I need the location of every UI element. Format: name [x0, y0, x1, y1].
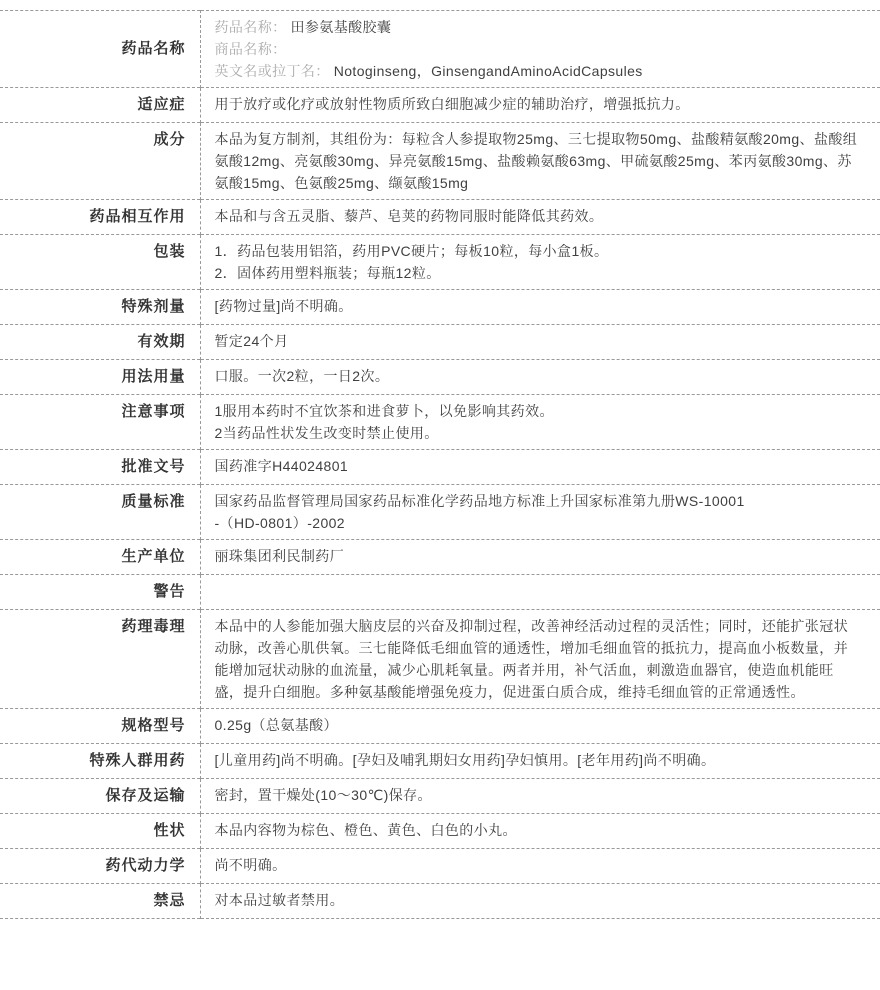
- field-name: 英文名或拉丁名：: [214, 63, 330, 79]
- row-content: 用于放疗或化疗或放射性物质所致白细胞减少症的辅助治疗，增强抵抗力。: [214, 96, 690, 112]
- row-label: 适应症: [0, 88, 200, 123]
- row-content: 本品内容物为棕色、橙色、黄色、白色的小丸。: [214, 822, 517, 838]
- row-label: 保存及运输: [0, 779, 200, 814]
- row-content: 口服。一次2粒，一日2次。: [214, 368, 390, 384]
- drug-info-table: [0, 10, 880, 919]
- field-line: [215, 38, 859, 60]
- row-label: 药理毒理: [0, 610, 200, 709]
- row-content: 本品和与含五灵脂、藜芦、皂荚的药物同服时能降低其药效。: [214, 208, 604, 224]
- table-row: [0, 395, 880, 450]
- row-content: 丽珠集团利民制药厂: [214, 548, 345, 564]
- row-label: 药代动力学: [0, 849, 200, 884]
- table-row: [0, 485, 880, 540]
- table-row: [0, 744, 880, 779]
- field-line: [215, 60, 859, 82]
- table-row: [0, 325, 880, 360]
- text-line: 2．固体药用塑料瓶装；每瓶12粒。: [214, 265, 441, 281]
- table-row: [0, 849, 880, 884]
- row-label: 包装: [0, 235, 200, 290]
- text-line: 1服用本药时不宜饮茶和进食萝卜，以免影响其药效。: [214, 403, 554, 419]
- field-line: [215, 16, 859, 38]
- row-label: 用法用量: [0, 360, 200, 395]
- table-row: [0, 450, 880, 485]
- table-row: [0, 709, 880, 744]
- table-row: [0, 779, 880, 814]
- table-row: [0, 235, 880, 290]
- row-content: [儿童用药]尚不明确。[孕妇及哺乳期妇女用药]孕妇慎用。[老年用药]尚不明确。: [214, 752, 716, 768]
- row-label: 注意事项: [0, 395, 200, 450]
- table-row: [0, 200, 880, 235]
- row-content: 国药准字H44024801: [214, 458, 349, 474]
- field-value: [287, 41, 291, 57]
- text-line: 2当药品性状发生改变时禁止使用。: [214, 425, 439, 441]
- row-label: 特殊剂量: [0, 290, 200, 325]
- row-content: [200, 485, 880, 540]
- text-line: 国家药品监督管理局国家药品标准化学药品地方标准上升国家标准第九册WS-10001: [214, 493, 745, 509]
- row-label: 成分: [0, 123, 200, 200]
- table-row: [0, 814, 880, 849]
- row-content: [200, 11, 880, 88]
- row-content: [200, 235, 880, 290]
- row-content: 密封，置干燥处(10～30℃)保存。: [214, 787, 432, 803]
- row-label: 特殊人群用药: [0, 744, 200, 779]
- field-name: 商品名称：: [214, 41, 287, 57]
- row-content: 暂定24个月: [214, 333, 289, 349]
- row-label: 批准文号: [0, 450, 200, 485]
- table-row: [0, 884, 880, 919]
- field-name: 药品名称：: [214, 19, 287, 35]
- row-label: 药品名称: [0, 11, 200, 88]
- field-value: Notoginseng，GinsengandAminoAcidCapsules: [333, 63, 643, 79]
- row-content: 尚不明确。: [214, 857, 287, 873]
- table-row: [0, 540, 880, 575]
- drug-info-table-body: [0, 11, 880, 919]
- row-content: 0.25g（总氨基酸）: [214, 717, 338, 733]
- row-content: 本品中的人参能加强大脑皮层的兴奋及抑制过程，改善神经活动过程的灵活性；同时，还能扩张冠状动脉，改善心肌供氧。三七能降低毛细血管的通透性，增加毛细血管的抵抗力，提高血小板数量，并能增加冠状动脉的血流量，减少心肌耗氧量。两者并用，补气活血，刺激造血器官，使造血机能旺盛，提升白细胞。多种氨基酸能增强免疫力，促进蛋白质合成，维持毛细血管的正常通透性。: [214, 618, 849, 700]
- row-label: 生产单位: [0, 540, 200, 575]
- table-row: [0, 88, 880, 123]
- table-row: [0, 11, 880, 88]
- row-content: [药物过量]尚不明确。: [214, 298, 353, 314]
- field-value: 田参氨基酸胶囊: [290, 19, 392, 35]
- row-label: 有效期: [0, 325, 200, 360]
- row-content: 本品为复方制剂，其组份为：每粒含人参提取物25mg、三七提取物50mg、盐酸精氨酸20mg、盐酸组氨酸12mg、亮氨酸30mg、异亮氨酸15mg、盐酸赖氨酸63mg、甲硫氨酸25mg、苯丙氨酸30mg、苏氨酸15mg、色氨酸25mg、缬氨酸15mg: [214, 131, 858, 191]
- table-row: [0, 610, 880, 709]
- row-label: 质量标准: [0, 485, 200, 540]
- text-line: 1．药品包装用铝箔，药用PVC硬片；每板10粒，每小盒1板。: [214, 243, 609, 259]
- table-row: [0, 360, 880, 395]
- row-label: 药品相互作用: [0, 200, 200, 235]
- row-content: [200, 395, 880, 450]
- row-label: 规格型号: [0, 709, 200, 744]
- table-row: [0, 123, 880, 200]
- table-row: [0, 575, 880, 610]
- row-label: 性状: [0, 814, 200, 849]
- row-content: 对本品过敏者禁用。: [214, 892, 345, 908]
- text-line: -（HD-0801）-2002: [214, 515, 345, 531]
- row-label: 警告: [0, 575, 200, 610]
- row-label: 禁忌: [0, 884, 200, 919]
- table-row: [0, 290, 880, 325]
- row-content: [200, 575, 880, 610]
